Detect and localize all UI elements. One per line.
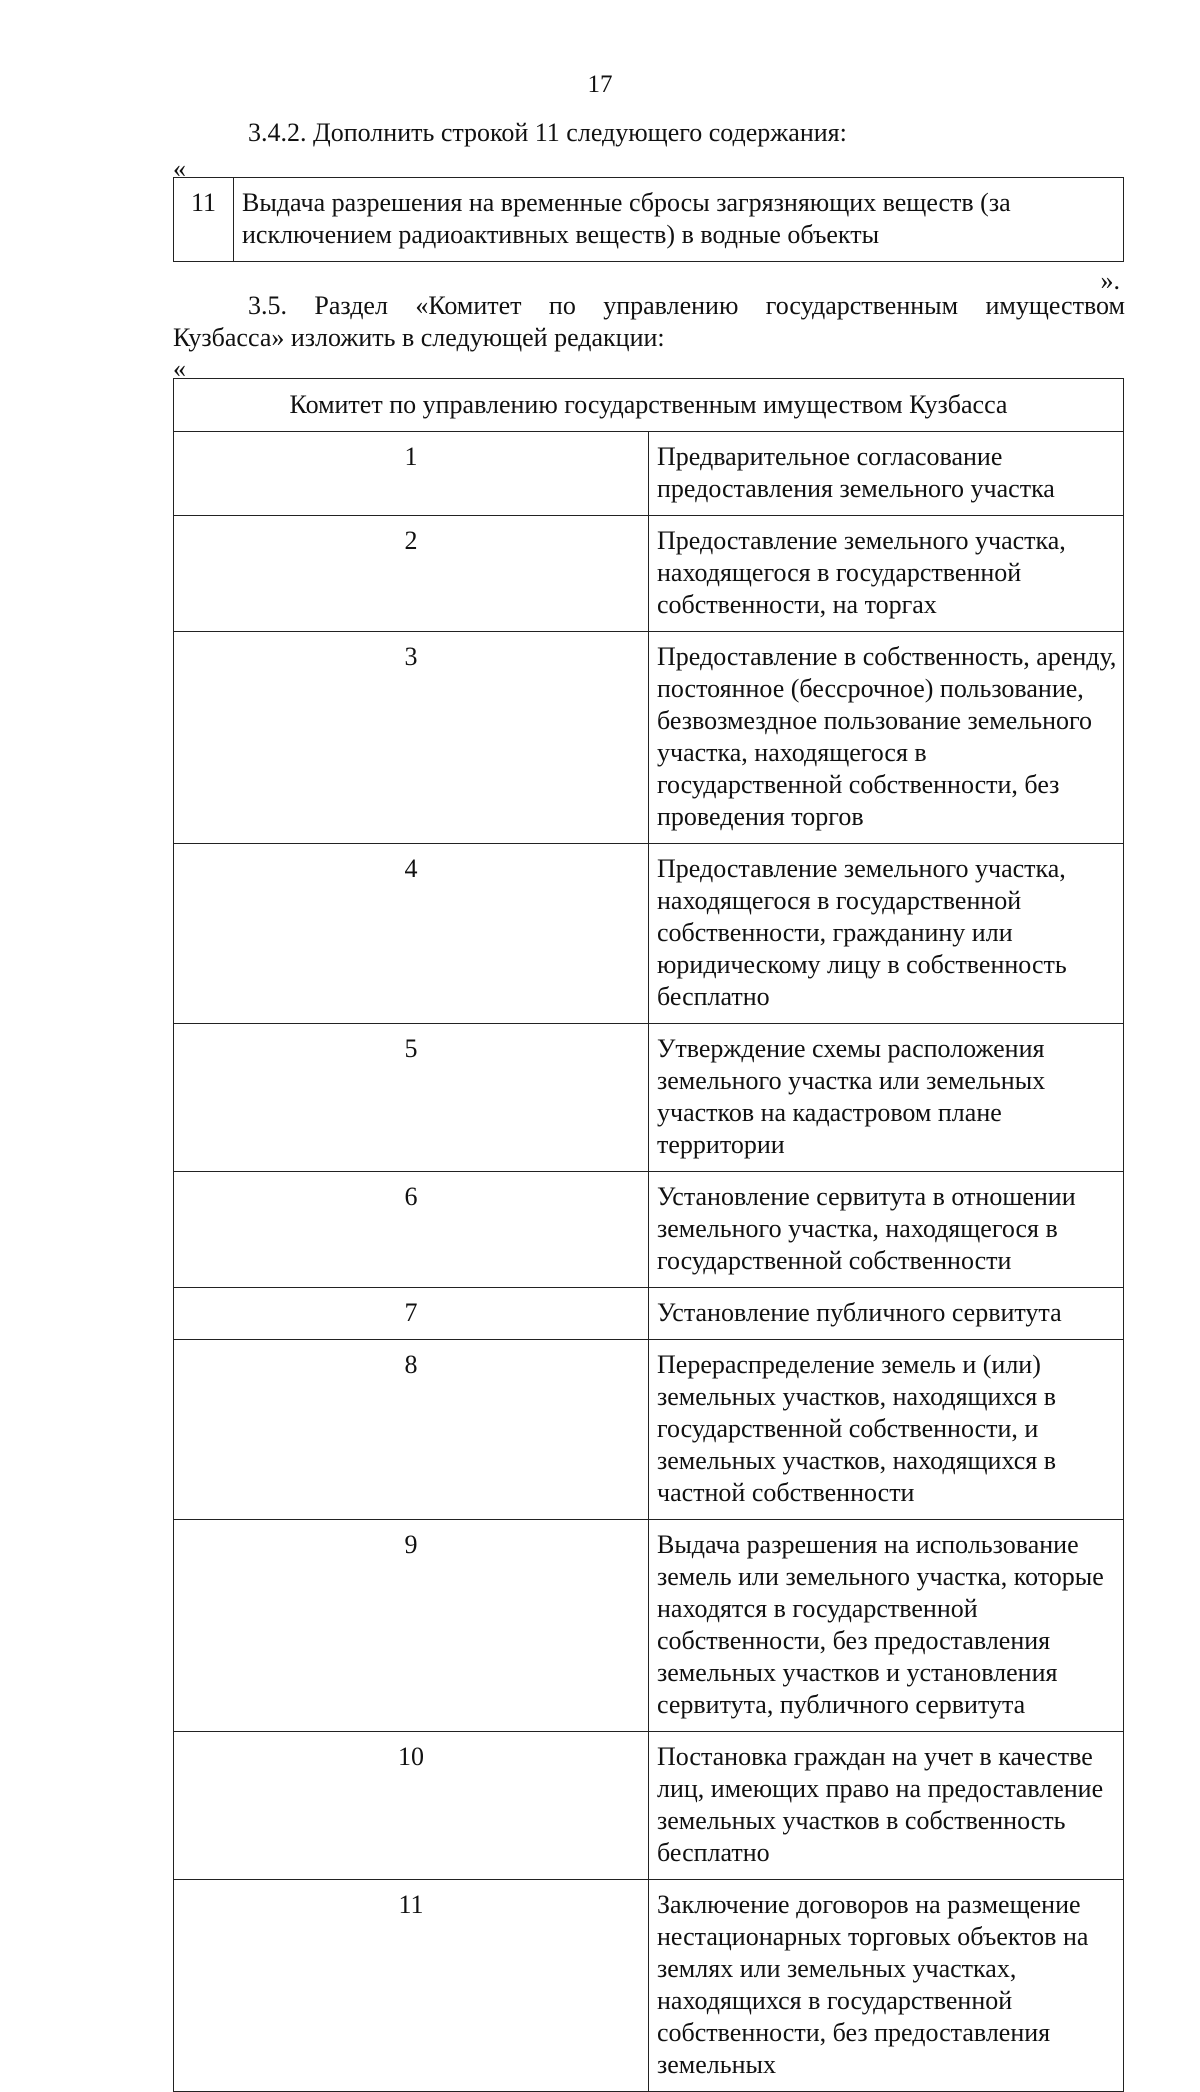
section-3-5-text-line2: Кузбасса» изложить в следующей редакции: [173,323,665,352]
table-row [174,844,1124,1024]
row-text: Перераспределение земель и (или) земельных участков, находящихся в государственной собственности, и земельных участков, находящихся в частной собственности [649,1340,1124,1520]
row-text: Постановка граждан на учет в качестве лиц, имеющих право на предоставление земельных участков в собственность бесплатно [649,1732,1124,1880]
row-number: 9 [174,1520,649,1732]
table-row [174,1340,1124,1520]
open-quote-2: « [173,354,186,383]
row-text: Предоставление земельного участка, находящегося в государственной собственности, гражданину или юридическому лицу в собственность бесплатно [649,844,1124,1024]
row-number: 4 [174,844,649,1024]
row-number: 2 [174,516,649,632]
row-text: Предоставление земельного участка, находящегося в государственной собственности, на торгах [649,516,1124,632]
row-number: 3 [174,632,649,844]
close-quote-1: ». [1100,266,1120,295]
table-row [174,1172,1124,1288]
page-number: 17 [587,71,613,98]
row-text: Установление сервитута в отношении земельного участка, находящегося в государственной собственности [649,1172,1124,1288]
row-text: Утверждение схемы расположения земельного участка или земельных участков на кадастровом плане территории [649,1024,1124,1172]
row-text: Выдача разрешения на использование земель или земельного участка, которые находятся в государственной собственности, без предоставления земельных участков и установления сервитута, публичного сервитута [649,1520,1124,1732]
table-row [174,178,1124,262]
table-row [174,1288,1124,1340]
table-header: Комитет по управлению государственным имуществом Кузбасса [174,379,1124,432]
row-number: 8 [174,1340,649,1520]
row-text: Предоставление в собственность, аренду, постоянное (бессрочное) пользование, безвозмездное пользование земельного участка, находящегося в государственной собственности, без проведения торгов [649,632,1124,844]
row-text: Предварительное согласование предоставления земельного участка [649,432,1124,516]
committee-services-table [173,378,1124,2092]
section-3-4-2-text: 3.4.2. Дополнить строкой 11 следующего содержания: [248,118,847,147]
row-text: Установление публичного сервитута [649,1288,1124,1340]
table-row [174,1520,1124,1732]
table-row [174,632,1124,844]
row-number: 1 [174,432,649,516]
row-text: Заключение договоров на размещение нестационарных торговых объектов на землях или земельных участках, находящихся в государственной собственности, без предоставления земельных [649,1880,1124,2092]
row-number: 11 [174,178,234,262]
table-row [174,516,1124,632]
table-row [174,1732,1124,1880]
table-row [174,432,1124,516]
row-number: 7 [174,1288,649,1340]
section-3-5-text-line1: 3.5. Раздел «Комитет по управлению государственным имуществом [248,291,1125,320]
table-header-row [174,379,1124,432]
row-number: 11 [174,1880,649,2092]
row-number: 6 [174,1172,649,1288]
table-3-4-2 [173,177,1124,262]
row-text: Выдача разрешения на временные сбросы загрязняющих веществ (за исключением радиоактивных веществ) в водные объекты [234,178,1124,262]
row-number: 5 [174,1024,649,1172]
row-number: 10 [174,1732,649,1880]
open-quote-1: « [173,154,186,183]
table-row [174,1024,1124,1172]
table-row [174,1880,1124,2092]
